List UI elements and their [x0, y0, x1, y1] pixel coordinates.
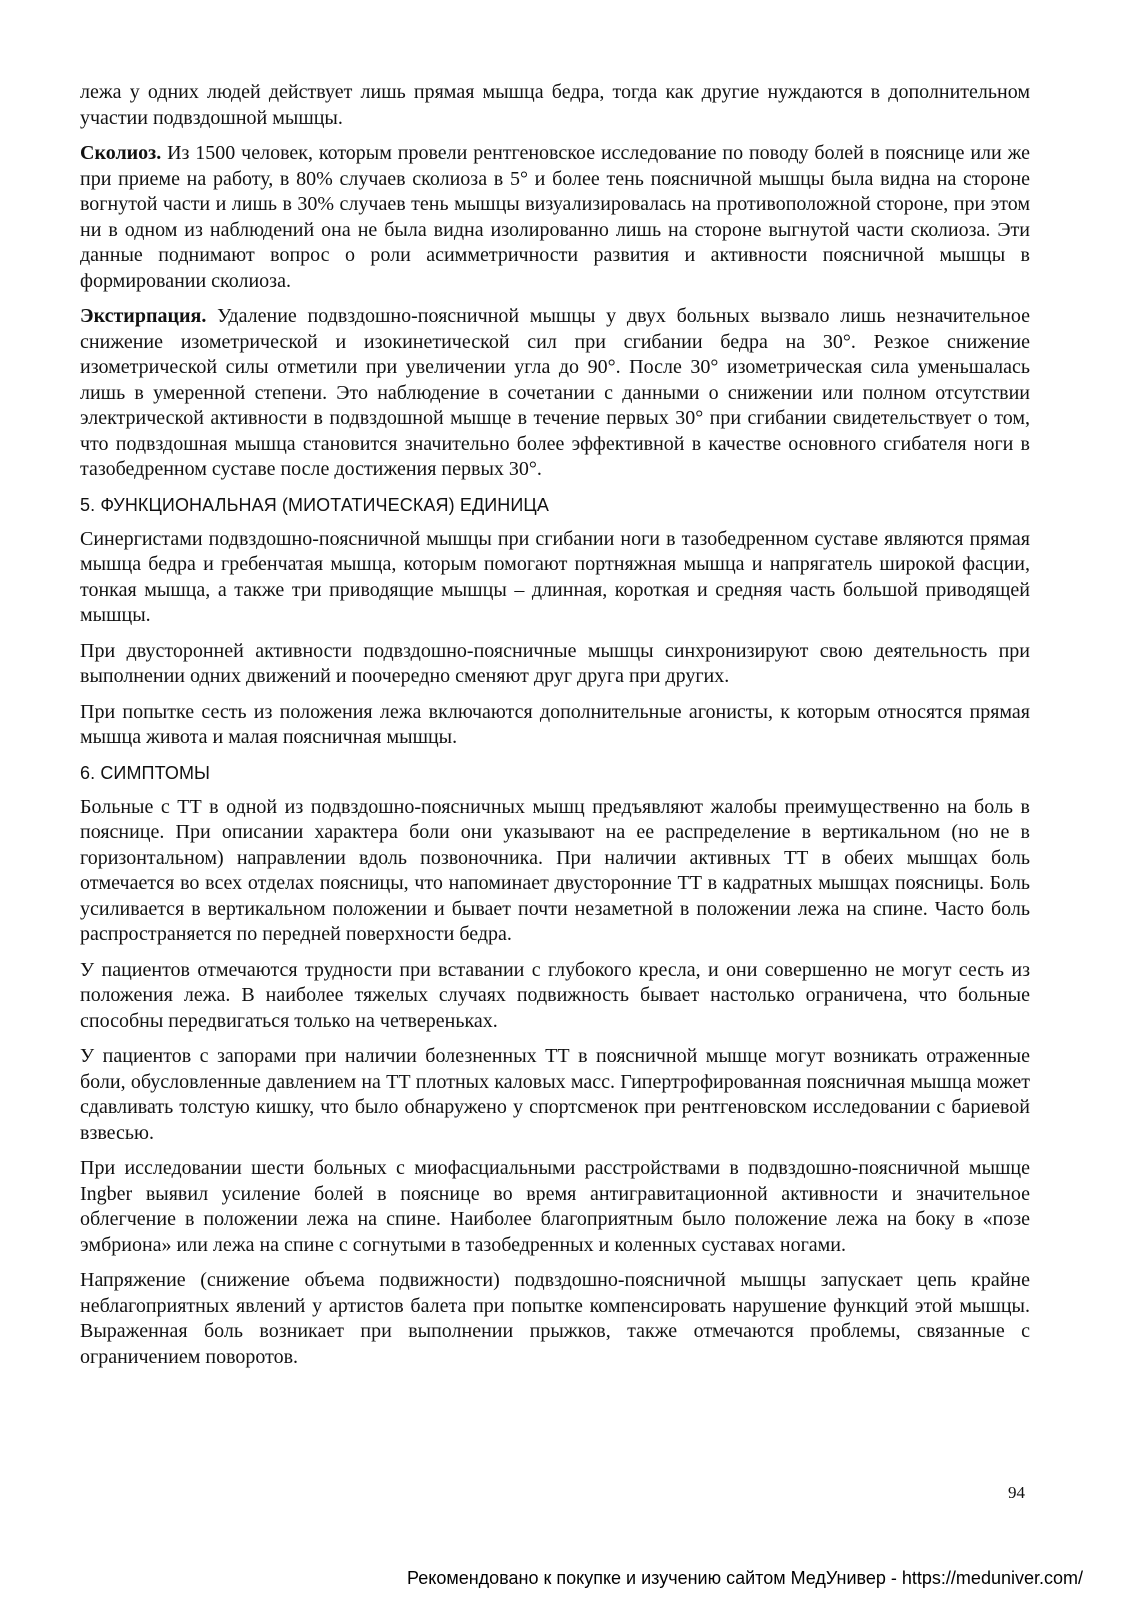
- paragraph: При попытке сесть из положения лежа включаются дополнительные агонисты, к которым относятся прямая мышца живота и малая поясничная мышцы.: [80, 700, 1030, 748]
- paragraph: При исследовании шести больных с миофасциальными расстройствами в подвздошно-поясничной мышце Ingber выявил усиление болей в пояснице во время антигравитационной активности и значительное облегчение в положении лежа на спине. Наиболее благоприятным было положение лежа на боку в «позе эмбриона» или лежа на спине с согнутыми в тазобедренных и коленных суставах ногами.: [80, 1157, 1030, 1256]
- paragraph-text: Из 1500 человек, которым провели рентгеновское исследование по поводу болей в пояснице или же при приеме на работу, в 80% случаев сколиоза в 5° и более тень поясничной мышцы была видна на стороне вогнутой части и лишь в 30% случаев тень мышцы визуализировалась на противоположной стороне, при этом ни в одном из наблюдений она не была видна изолированно лишь на стороне выгнутой части сколиоза. Эти данные поднимают вопрос о роли асимметричности развития и активности поясничной мышцы в формировании сколиоза.: [80, 142, 1030, 292]
- paragraph: У пациентов отмечаются трудности при вставании с глубокого кресла, и они совершенно не могут сесть из положения лежа. В наиболее тяжелых случаях подвижность бывает настолько ограничена, что больные способны передвигаться только на четвереньках.: [80, 958, 1030, 1032]
- page-number: 94: [1008, 1483, 1025, 1502]
- term-scoliosis: Сколиоз.: [80, 142, 162, 164]
- section-heading-symptoms: 6. СИМПТОМЫ: [80, 762, 211, 783]
- footer-recommendation-link[interactable]: Рекомендовано к покупке и изучению сайтом МедУнивер - https://meduniver.com/: [407, 1568, 1083, 1588]
- paragraph: У пациентов с запорами при наличии болезненных ТТ в поясничной мышце могут возникать отраженные боли, обусловленные давлением на ТТ плотных каловых масс. Гипертрофированная поясничная мышца может сдавливать толстую кишку, что было обнаружено у спортсменок при рентгеновском исследовании с бариевой взвесью.: [80, 1045, 1030, 1144]
- paragraph: лежа у одних людей действует лишь прямая мышца бедра, тогда как другие нуждаются в дополнительном участии подвздошной мышцы.: [80, 81, 1030, 129]
- document-body: [80, 80, 1030, 1380]
- paragraph: Больные с ТТ в одной из подвздошно-поясничных мышц предъявляют жалобы преимущественно на боль в пояснице. При описании характера боли они указывают на ее распределение в вертикальном (но не в горизонтальном) направлении вдоль позвоночника. При наличии активных ТТ в обеих мышцах боль отмечается во всех отделах поясницы, что напоминает двусторонние ТТ в кадратных мышцах поясницы. Боль усиливается в вертикальном положении и бывает почти незаметной в положении лежа на спине. Часто боль распространяется по передней поверхности бедра.: [80, 795, 1030, 945]
- paragraph: При двусторонней активности подвздошно-поясничные мышцы синхронизируют свою деятельность при выполнении одних движений и поочередно сменяют друг друга при других.: [80, 639, 1030, 687]
- term-extirpation: Экстирпация.: [80, 305, 207, 327]
- paragraph-extirpation: [80, 304, 1030, 483]
- paragraph: Напряжение (снижение объема подвижности) подвздошно-поясничной мышцы запускает цепь крайне неблагоприятных явлений у артистов балета при попытке компенсировать нарушение функций этой мышцы. Выраженная боль возникает при выполнении прыжков, также отмечаются проблемы, связанные с ограничением поворотов.: [80, 1269, 1030, 1368]
- paragraph: Синергистами подвздошно-поясничной мышцы при сгибании ноги в тазобедренном суставе являются прямая мышца бедра и гребенчатая мышца, которым помогают портняжная мышца и напрягатель широкой фасции, тонкая мышца, а также три приводящие мышцы – длинная, короткая и средняя часть большой приводящей мышцы.: [80, 527, 1030, 626]
- paragraph-scoliosis: [80, 141, 1030, 294]
- section-heading-functional-unit: 5. ФУНКЦИОНАЛЬНАЯ (МИОТАТИЧЕСКАЯ) ЕДИНИЦА: [80, 494, 549, 515]
- paragraph-text: Удаление подвздошно-поясничной мышцы у двух больных вызвало лишь незначительное снижение изометрической и изокинетической сил при сгибании бедра на 30°. Резкое снижение изометрической силы отметили при увеличении угла до 90°. После 30° изометрическая сила уменьшалась лишь в умеренной степени. Это наблюдение в сочетании с данными о снижении или полном отсутствии электрической активности в подвздошной мышце в течение первых 30° при сгибании свидетельствует о том, что подвздошная мышца становится значительно более эффективной в качестве основного сгибателя ноги в тазобедренном суставе после достижения первых 30°.: [80, 305, 1030, 480]
